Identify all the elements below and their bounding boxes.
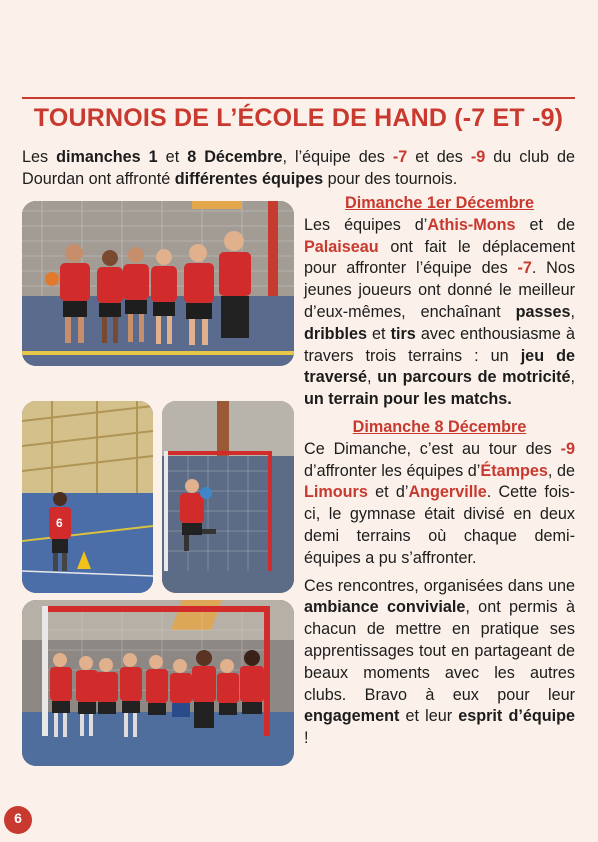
text-run: avec enthousiasme à travers trois terrains : un: [304, 324, 575, 365]
text-run: et d’: [367, 483, 409, 502]
text-run: pour des tournois.: [323, 170, 458, 188]
text-run: -7: [517, 259, 532, 278]
text-run: Athis-Mons: [427, 215, 516, 234]
text-run: Limours: [304, 483, 368, 502]
text-run: . Cette fois-ci, le gymnase était divisé en deux demi terrains où chaque demi-équipes a pu s’affronter.: [304, 483, 575, 567]
page-number: 6: [14, 810, 22, 826]
text-run: Angerville: [408, 483, 487, 502]
intro-paragraph: [22, 146, 575, 190]
text-run: ont fait le déplacement pour affronter l’équipe des: [304, 237, 575, 278]
text-run: -7: [392, 148, 408, 166]
text-run: dimanches 1: [56, 148, 158, 166]
text-run: un terrain pour les matchs.: [304, 390, 512, 409]
text-run: , ont permis à chacun de mettre en pratique ses apprentissages tout en partageant de beaux moments avec les autres clubs. Bravo à eux pour leur: [304, 598, 575, 704]
text-run: du club de Dourdan ont affronté: [22, 148, 575, 188]
section-body-dec1: [304, 215, 575, 411]
text-run: jeu de traversé: [304, 346, 575, 387]
text-run: passes: [515, 302, 571, 321]
text-run: différentes équipes: [174, 170, 324, 188]
section-body-dec8: [304, 439, 575, 570]
text-run: !: [304, 729, 309, 748]
text-column: [304, 193, 575, 750]
svg-text:6: 6: [56, 516, 63, 530]
text-run: ,: [367, 368, 378, 387]
text-run: Les équipes d’: [304, 215, 428, 234]
text-run: , l’équipe des: [282, 148, 393, 166]
text-run: ,: [570, 368, 575, 387]
text-run: un parcours de motricité: [377, 368, 571, 387]
text-run: et leur: [399, 707, 459, 726]
text-run: ambiance conviviale: [304, 598, 466, 617]
section-heading-dec1: Dimanche 1er Décembre: [345, 194, 534, 212]
text-run: Ces rencontres, organisées dans une: [304, 576, 575, 595]
text-run: Palaiseau: [304, 237, 379, 256]
conclusion-paragraph: [304, 576, 575, 750]
text-run: esprit d’équipe: [458, 707, 575, 726]
page-title: TOURNOIS DE L’ÉCOLE DE HAND (-7 ET -9): [33, 104, 564, 132]
text-run: Les: [22, 148, 57, 166]
text-run: -9: [560, 439, 575, 458]
photo-child-gym: [22, 401, 153, 593]
text-run: d’affronter les équipes d’: [304, 461, 481, 480]
text-run: et: [157, 148, 188, 166]
text-run: 8 Décembre: [187, 148, 283, 166]
text-run: ,: [570, 302, 575, 321]
photo-team-minus9: [22, 600, 294, 766]
title-rule: [22, 97, 575, 99]
photo-child-shooting: [162, 401, 294, 593]
text-run: . Nos jeunes joueurs ont donné le meilleur d’eux-mêmes, enchaînant: [304, 259, 575, 321]
text-run: et de: [515, 215, 575, 234]
text-run: -9: [470, 148, 486, 166]
text-run: , de: [547, 461, 575, 480]
text-run: et: [366, 324, 391, 343]
section-heading-dec8: Dimanche 8 Décembre: [352, 417, 527, 436]
text-run: dribbles: [304, 324, 367, 343]
photo-team-minus7: [22, 201, 294, 366]
text-run: Étampes: [480, 461, 548, 480]
text-run: engagement: [304, 707, 400, 726]
text-run: tirs: [390, 324, 416, 343]
text-run: et des: [407, 148, 471, 166]
text-run: Ce Dimanche, c’est au tour des: [304, 439, 561, 458]
